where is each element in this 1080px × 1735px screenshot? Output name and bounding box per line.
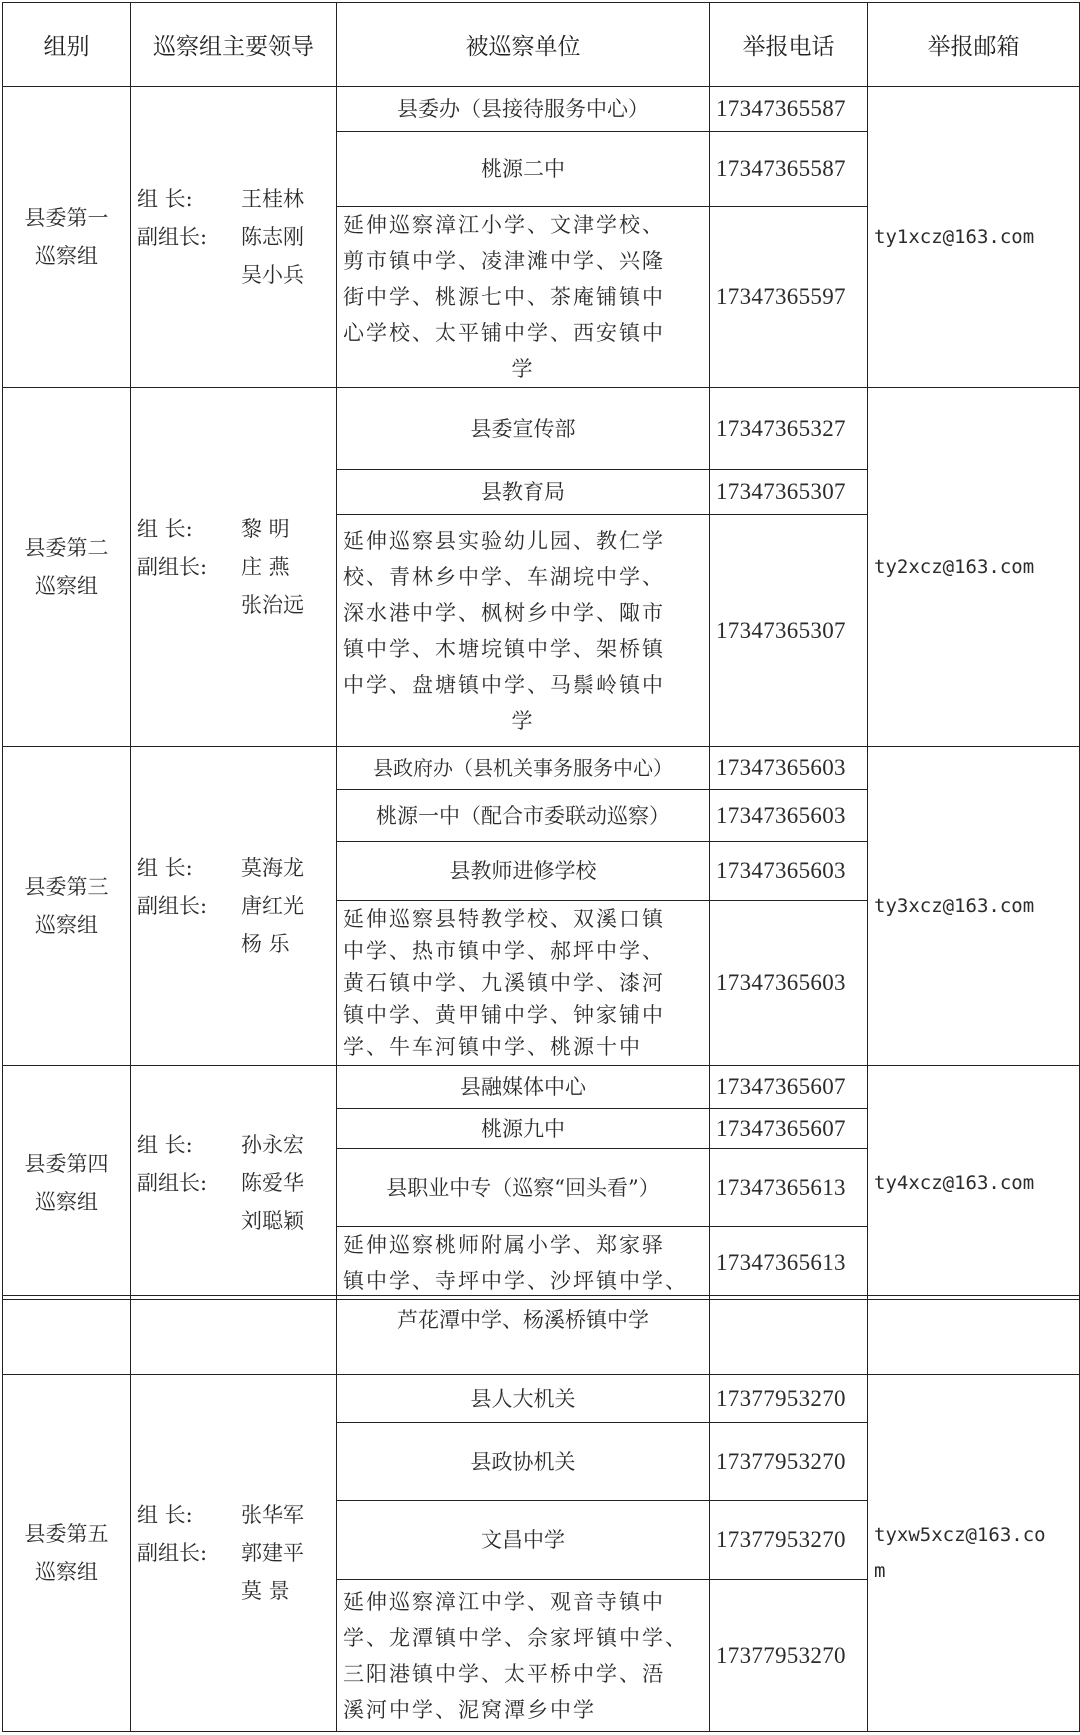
unit-cell: 县政协机关 [337,1423,710,1501]
group-leaders: 组 长: 莫海龙 副组长: 唐红光 杨 乐 [131,747,337,1066]
group-name: 县委第五 巡察组 [3,1375,131,1732]
table-row [3,388,1080,470]
email-cell: ty4xcz@163.com [868,1066,1080,1300]
table-row [3,87,1080,132]
phone-cell: 17347365587 [710,132,868,207]
empty-cell [868,1296,1080,1375]
group-leaders: 组 长: 王桂林 副组长: 陈志刚 吴小兵 [131,87,337,388]
email-cell: ty2xcz@163.com [868,388,1080,747]
group-leaders: 组 长: 黎 明 副组长: 庄 燕 张治远 [131,388,337,747]
unit-cell: 县政府办（县机关事务服务中心） [337,747,710,790]
unit-cell: 县委宣传部 [337,388,710,470]
header-group: 组别 [3,3,131,87]
unit-cell: 县职业中专（巡察“回头看”） [337,1149,710,1227]
empty-cell [710,1296,868,1375]
header-units: 被巡察单位 [337,3,710,87]
phone-cell: 17347365613 [710,1149,868,1227]
header-row [3,3,1080,87]
phone-cell: 17347365597 [710,207,868,388]
phone-cell: 17347365607 [710,1109,868,1149]
unit-cell: 县教师进修学校 [337,842,710,901]
phone-cell: 17347365587 [710,87,868,132]
email-cell: ty3xcz@163.com [868,747,1080,1066]
header-phone: 举报电话 [710,3,868,87]
phone-cell: 17347365603 [710,842,868,901]
unit-cell: 文昌中学 [337,1501,710,1580]
unit-cell-extended: 延伸巡察漳江小学、文津学校、 剪市镇中学、凌津滩中学、兴隆 街中学、桃源七中、茶庵铺镇中 心学校、太平铺中学、西安镇中 学 [337,207,710,388]
unit-cell-extended: 延伸巡察漳江中学、观音寺镇中 学、龙潭镇中学、佘家坪镇中学、 三阳港镇中学、太平桥中学、浯 溪河中学、泥窝潭乡中学 [337,1580,710,1732]
phone-cell: 17377953270 [710,1580,868,1732]
unit-cell: 县融媒体中心 [337,1066,710,1109]
table-row [3,747,1080,790]
inspection-table-continued [2,1295,1080,1732]
unit-cell: 县教育局 [337,470,710,515]
phone-cell: 17377953270 [710,1423,868,1501]
empty-cell [131,1296,337,1375]
empty-cell [3,1296,131,1375]
unit-cell: 桃源九中 [337,1109,710,1149]
group-leaders: 组 长: 孙永宏 副组长: 陈爱华 刘聪颖 [131,1066,337,1300]
phone-cell: 17347365607 [710,1066,868,1109]
phone-cell: 17347365603 [710,901,868,1066]
group-leaders: 组 长: 张华军 副组长: 郭建平 莫 景 [131,1375,337,1732]
unit-cell: 县委办（县接待服务中心） [337,87,710,132]
group-name: 县委第一 巡察组 [3,87,131,388]
group-name: 县委第四 巡察组 [3,1066,131,1300]
group-name: 县委第二 巡察组 [3,388,131,747]
phone-cell: 17377953270 [710,1501,868,1580]
unit-cell-extended: 延伸巡察桃师附属小学、郑家驿 镇中学、寺坪中学、沙坪镇中学、 [337,1227,710,1300]
header-email: 举报邮箱 [868,3,1080,87]
email-cell: ty1xcz@163.com [868,87,1080,388]
unit-cell-extended: 延伸巡察县实验幼儿园、教仁学 校、青林乡中学、车湖垸中学、 深水港中学、枫树乡中学、陬市 镇中学、木塘垸镇中学、架桥镇 中学、盘塘镇中学、马鬃岭镇中 学 [337,515,710,747]
continuation-row [3,1296,1080,1375]
phone-cell: 17347365603 [710,790,868,842]
unit-cell-continued: 芦花潭中学、杨溪桥镇中学 [337,1296,710,1375]
phone-cell: 17377953270 [710,1375,868,1423]
phone-cell: 17347365307 [710,470,868,515]
email-cell: tyxw5xcz@163.co m [868,1375,1080,1732]
unit-cell: 县人大机关 [337,1375,710,1423]
unit-cell: 桃源二中 [337,132,710,207]
table-row [3,1066,1080,1109]
phone-cell: 17347365603 [710,747,868,790]
group-name: 县委第三 巡察组 [3,747,131,1066]
phone-cell: 17347365613 [710,1227,868,1300]
phone-cell: 17347365327 [710,388,868,470]
table-row [3,1375,1080,1423]
unit-cell: 桃源一中（配合市委联动巡察） [337,790,710,842]
phone-cell: 17347365307 [710,515,868,747]
header-leaders: 巡察组主要领导 [131,3,337,87]
inspection-table [2,2,1080,1300]
unit-cell-extended: 延伸巡察县特教学校、双溪口镇 中学、热市镇中学、郝坪中学、 黄石镇中学、九溪镇中学、漆河 镇中学、黄甲铺中学、钟家铺中 学、牛车河镇中学、桃源十中 [337,901,710,1066]
